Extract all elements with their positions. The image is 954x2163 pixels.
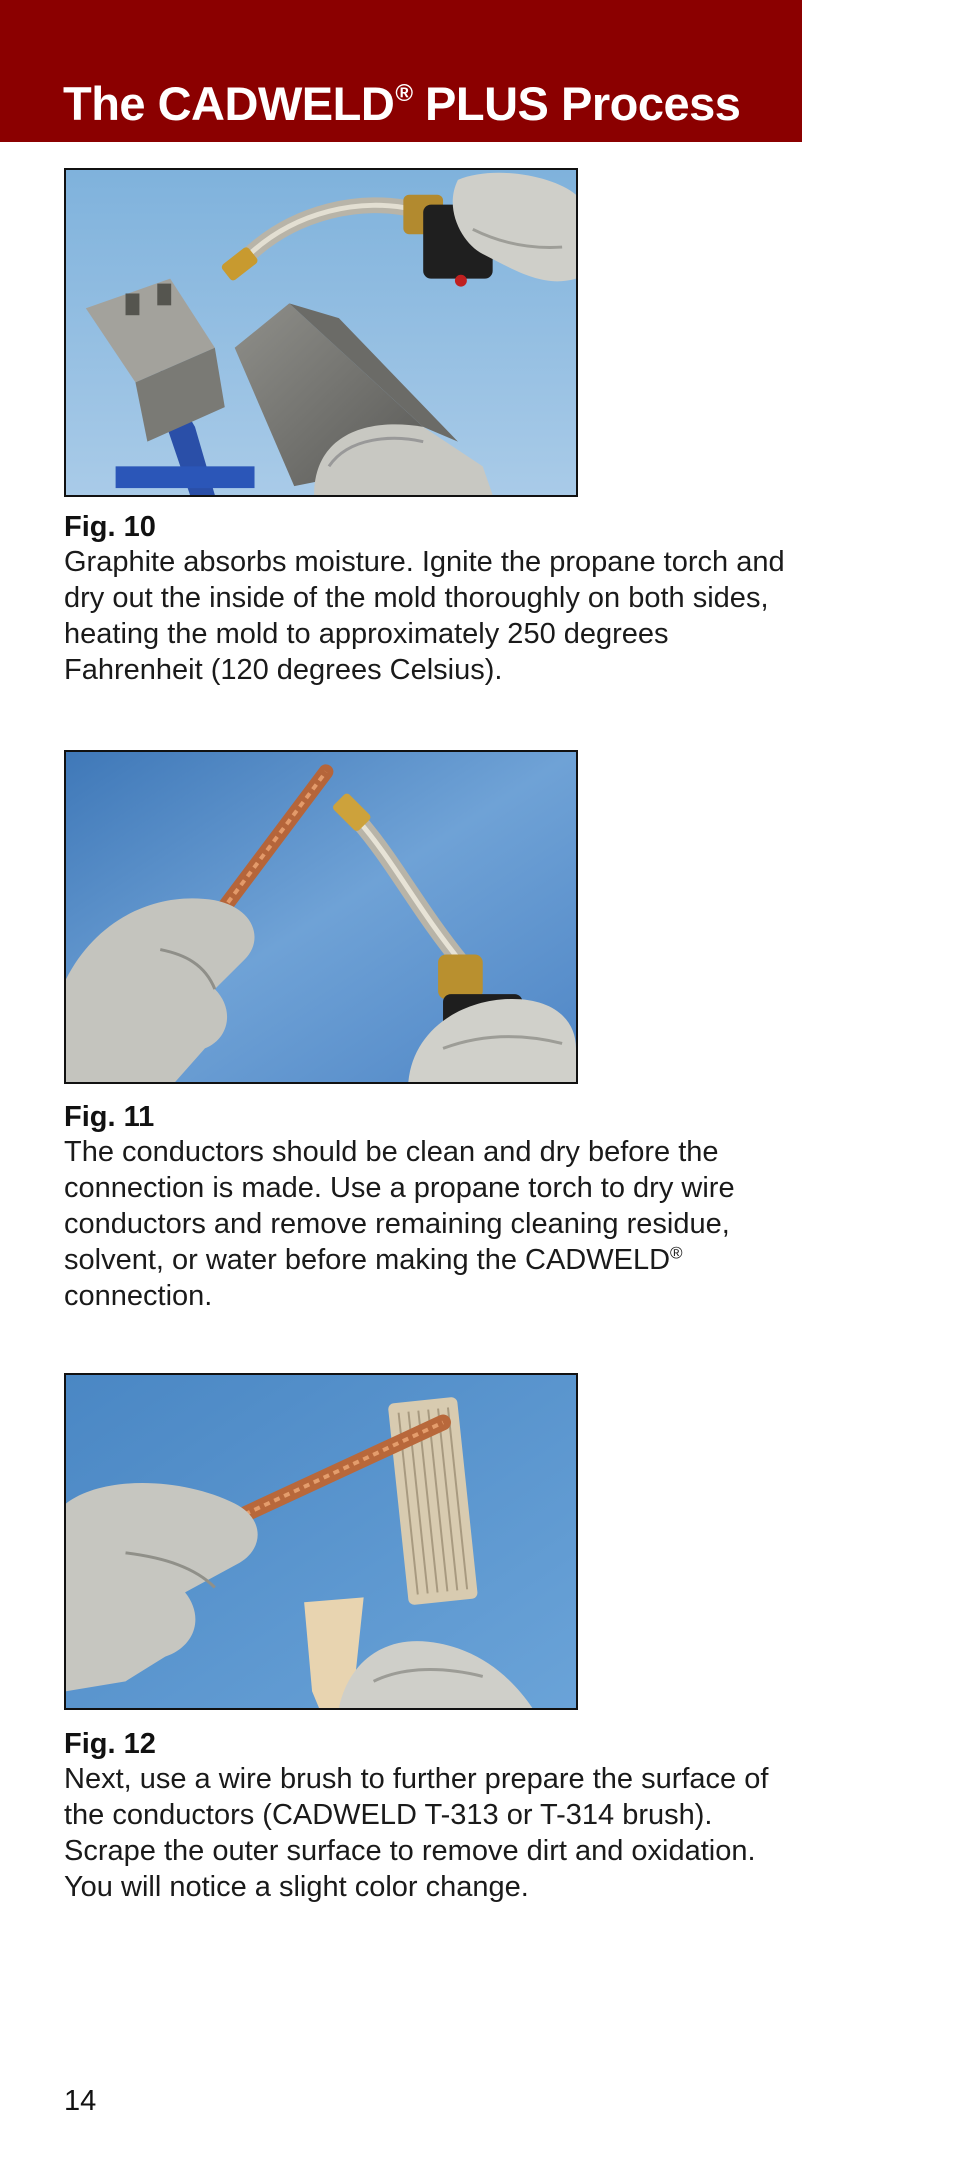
fig10-label: Fig. 10 (64, 511, 156, 543)
fig12-photo (64, 1373, 578, 1710)
registered-mark: ® (395, 80, 413, 108)
fig12-text: Next, use a wire brush to further prepare the surface of the conductors (CADWELD T-313 or T-314 brush). Scrape the outer surface to remove dirt and oxidation. You will notice a slight color change. (64, 1763, 769, 1903)
fig11-label: Fig. 11 (64, 1101, 155, 1133)
fig11-photo (64, 750, 578, 1084)
registered-mark: ® (670, 1243, 683, 1263)
fig10-caption (64, 510, 804, 688)
fig10-photo (64, 168, 578, 497)
fig12-label: Fig. 12 (64, 1728, 156, 1760)
fig10-text: Graphite absorbs moisture. Ignite the propane torch and dry out the inside of the mold thoroughly on both sides, heating the mold to approximately 250 degrees Fahrenheit (120 degrees Celsius). (64, 546, 785, 686)
page-title: The CADWELD® PLUS Process (63, 77, 741, 130)
fig12-caption (64, 1727, 804, 1905)
fig11-caption (64, 1100, 804, 1314)
page-number: 14 (64, 2085, 97, 2117)
fig11-text: The conductors should be clean and dry before the connection is made. Use a propane torch to dry wire conductors and remove remaining cleaning residue, solvent, or water before making the CADWELD® connection. (64, 1136, 735, 1312)
